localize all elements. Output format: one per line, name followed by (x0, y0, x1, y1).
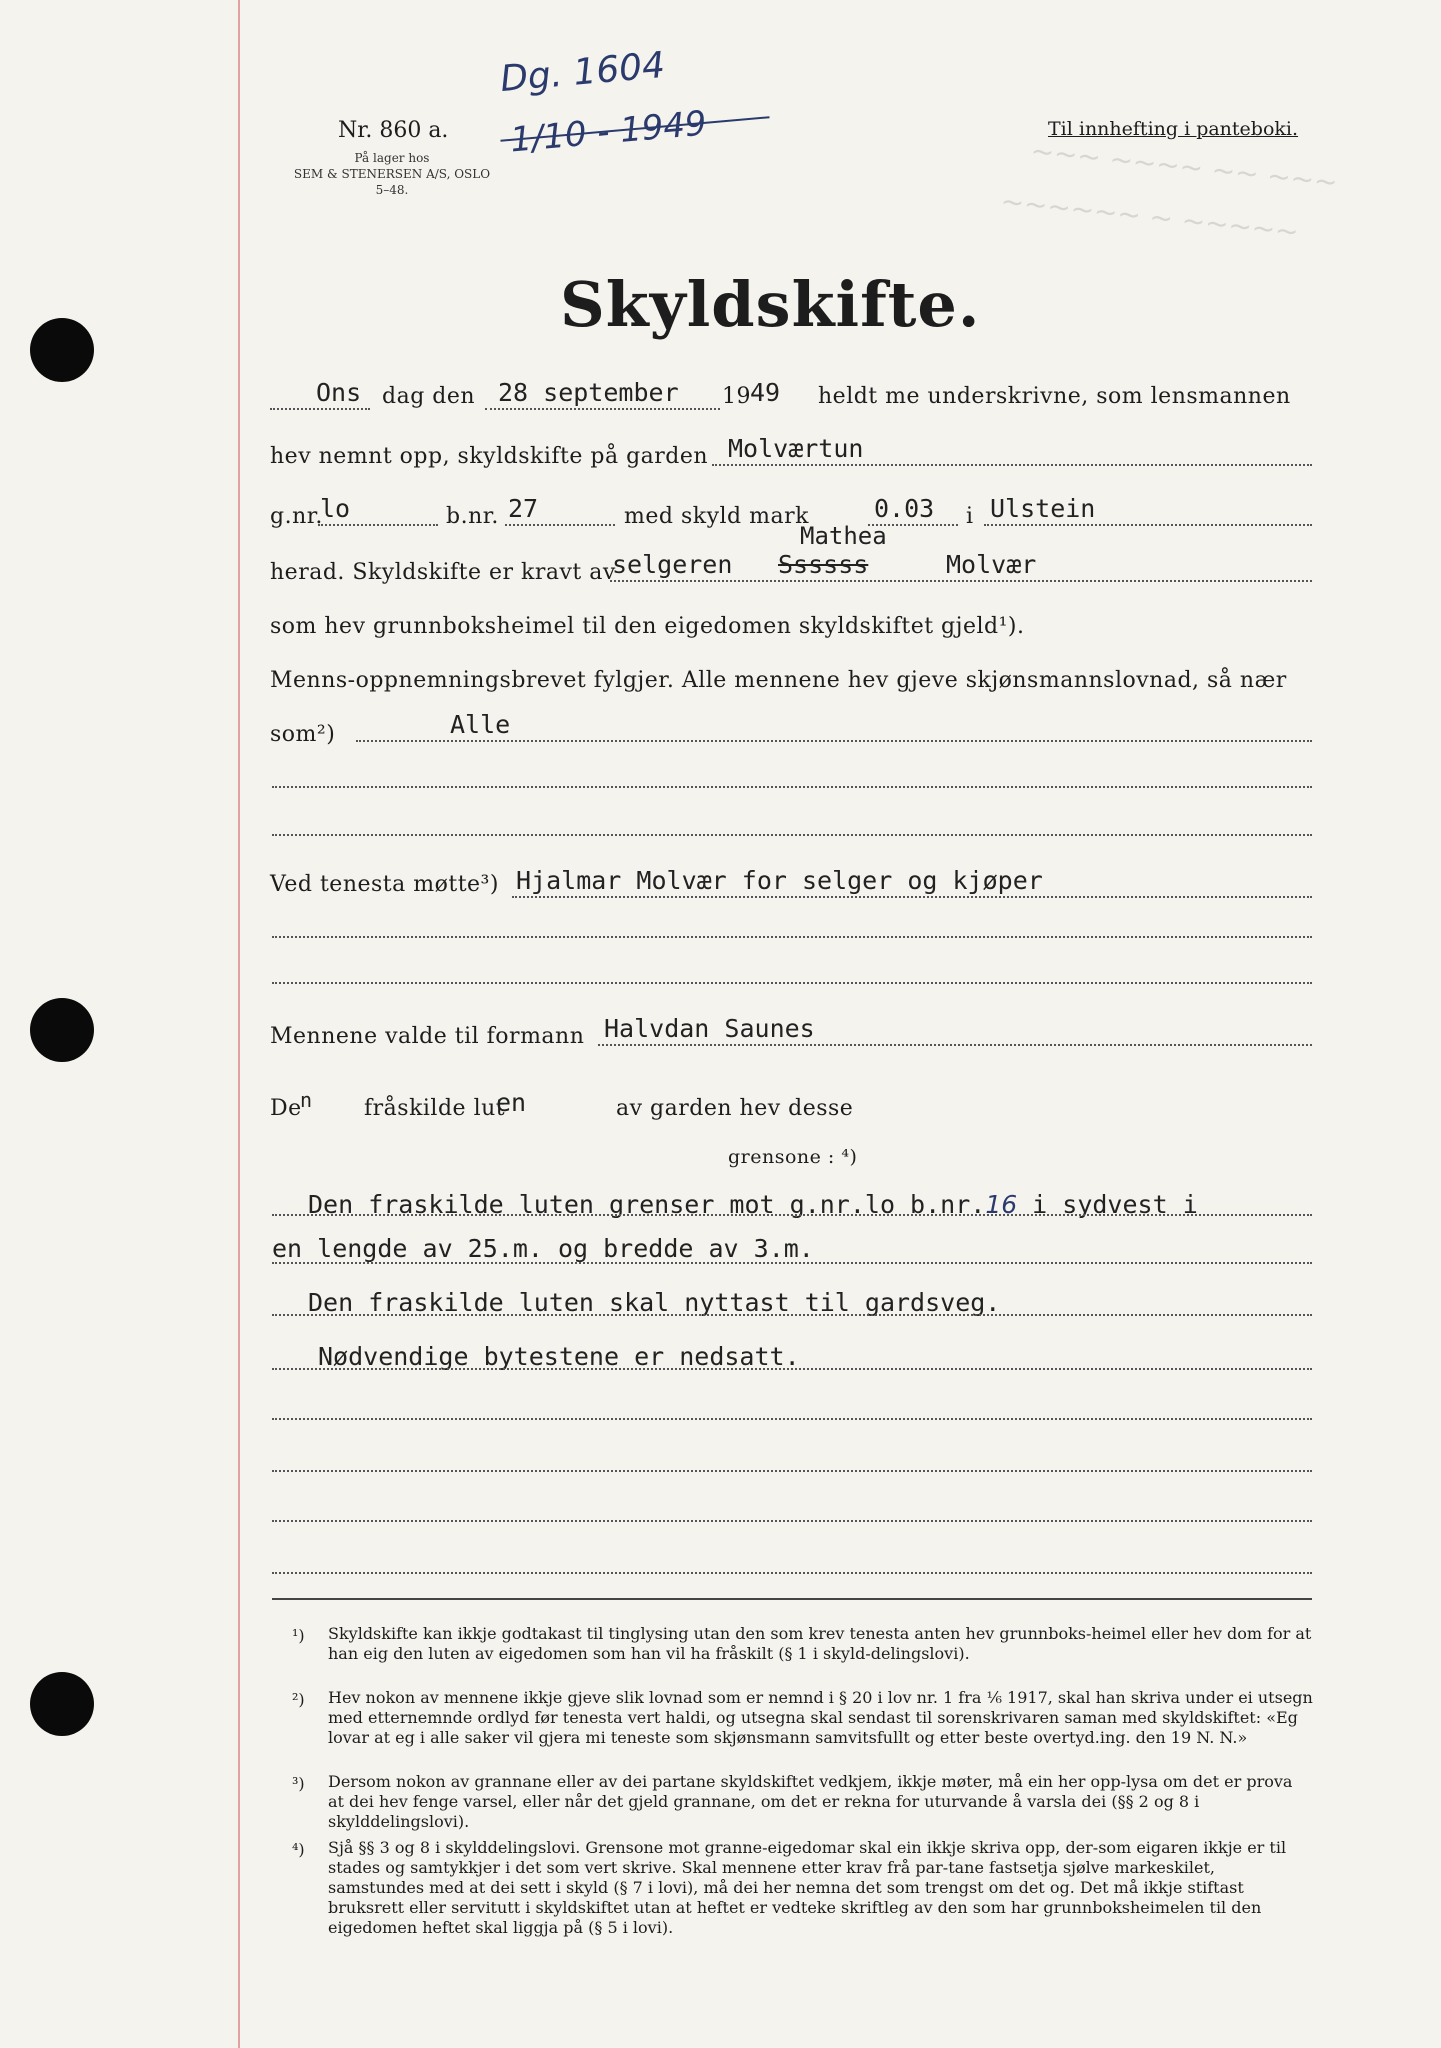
requester-role: selgeren (612, 550, 733, 579)
weekday: Ons (316, 378, 362, 407)
footnote: Sjå §§ 3 og 8 i skylddelingslovi. Grensone mot granne-eigedomar skal ein ikkje skriva opp, der-som eigaren ikkje er til stades og samtykkjer i det som vert skrive. Skal mennene etter krav frå par-tane fastsetja sjølve markeskilet, samstundes med at dei sett i skyld (§ 7 i lovi), må dei her nemna det som trengst om det og. Det må ikkje stiftast bruksrett eller servitutt i skyldskiftet utan at heftet er vedteke skriftleg av den som har grunnboksheimelen til den eigedomen heftet skal liggja på (§ 5 i lovi). (328, 1838, 1287, 1937)
footnote-divider (272, 1598, 1312, 1600)
boundary-line: Den fraskilde luten grenser mot g.nr.lo b.nr.16 i sydvest i (308, 1190, 1198, 1219)
bleed-through: ~~~ ~~~~ ~~ ~~~ (1029, 133, 1340, 200)
boundary-line: en lengde av 25.m. og bredde av 3.m. (272, 1234, 814, 1263)
pledge-value: Alle (450, 710, 511, 739)
bleed-through: ~~~~~~ ~ ~~~~~ (999, 184, 1301, 249)
requester-given-name: Mathea (800, 522, 887, 550)
footnote: Hev nokon av mennene ikkje gjeve slik lovnad som er nemnd i § 20 i lov nr. 1 fra ⅙ 1917, skal han skriva under ei utsegn med etternemnde ordlyd før tenesta vert haldi, og utsegna skal sendast til sorenskrivaren saman med skyldskiftet: «Eg lovar at eg i alle saker vil gjera mi teneste som skjønsmann samvitsfullt og etter beste overtyd.ing. den 19 N. N.» (328, 1688, 1313, 1747)
year-value: 49 (750, 378, 781, 407)
date-value: 28 september (498, 378, 679, 407)
footnote: Dersom nokon av grannane eller av dei partane skyldskiftet vedkjem, ikkje møter, må ein her opp-lysa om det er prova at dei hev fenge varsel, eller når det gjeld grannane, om det er rekna for uturvande å varsla dei (§§ 2 og 8 i skylddelingslovi). (328, 1772, 1293, 1831)
skyld-value: 0.03 (874, 494, 935, 523)
footnote: Skyldskifte kan ikkje godtakast til tinglysing utan den som krev tenesta anten hev grunnboks-heimel eller hev dom for at han eig den luten av eigedomen som han vil ha fråskilt (§ 1 i skyld-delingslovi). (328, 1624, 1312, 1663)
printer-imprint: På lager hos SEM & STENERSEN A/S, OSLO 5–48. (293, 151, 491, 197)
gnr-value: lo (320, 494, 351, 523)
document-title: Skyldskifte. (560, 268, 981, 341)
chairman-value: Halvdan Saunes (604, 1014, 815, 1043)
handwritten-date: 1/10 - 1949 (508, 103, 709, 161)
punch-hole (30, 998, 94, 1062)
boundary-line: Den fraskilde luten skal nyttast til gardsveg. (308, 1288, 1001, 1317)
margin-line (238, 0, 240, 2048)
place-value: Ulstein (990, 494, 1096, 523)
handwritten-reference: Dg. 1604 (498, 44, 667, 101)
form-number: Nr. 860 a. (338, 118, 449, 143)
boundary-line: Nødvendige bytestene er nedsatt. (318, 1342, 800, 1371)
punch-hole (30, 1672, 94, 1736)
bnr-value: 27 (508, 494, 539, 523)
punch-hole (30, 318, 94, 382)
requester-surname: Molvær (946, 550, 1037, 579)
farm-name: Molværtun (728, 434, 864, 463)
binding-note: Til innhefting i panteboki. (1048, 118, 1299, 140)
attendees-value: Hjalmar Molvær for selger og kjøper (516, 866, 1043, 895)
struck-out-name: Ssssss (778, 550, 869, 579)
